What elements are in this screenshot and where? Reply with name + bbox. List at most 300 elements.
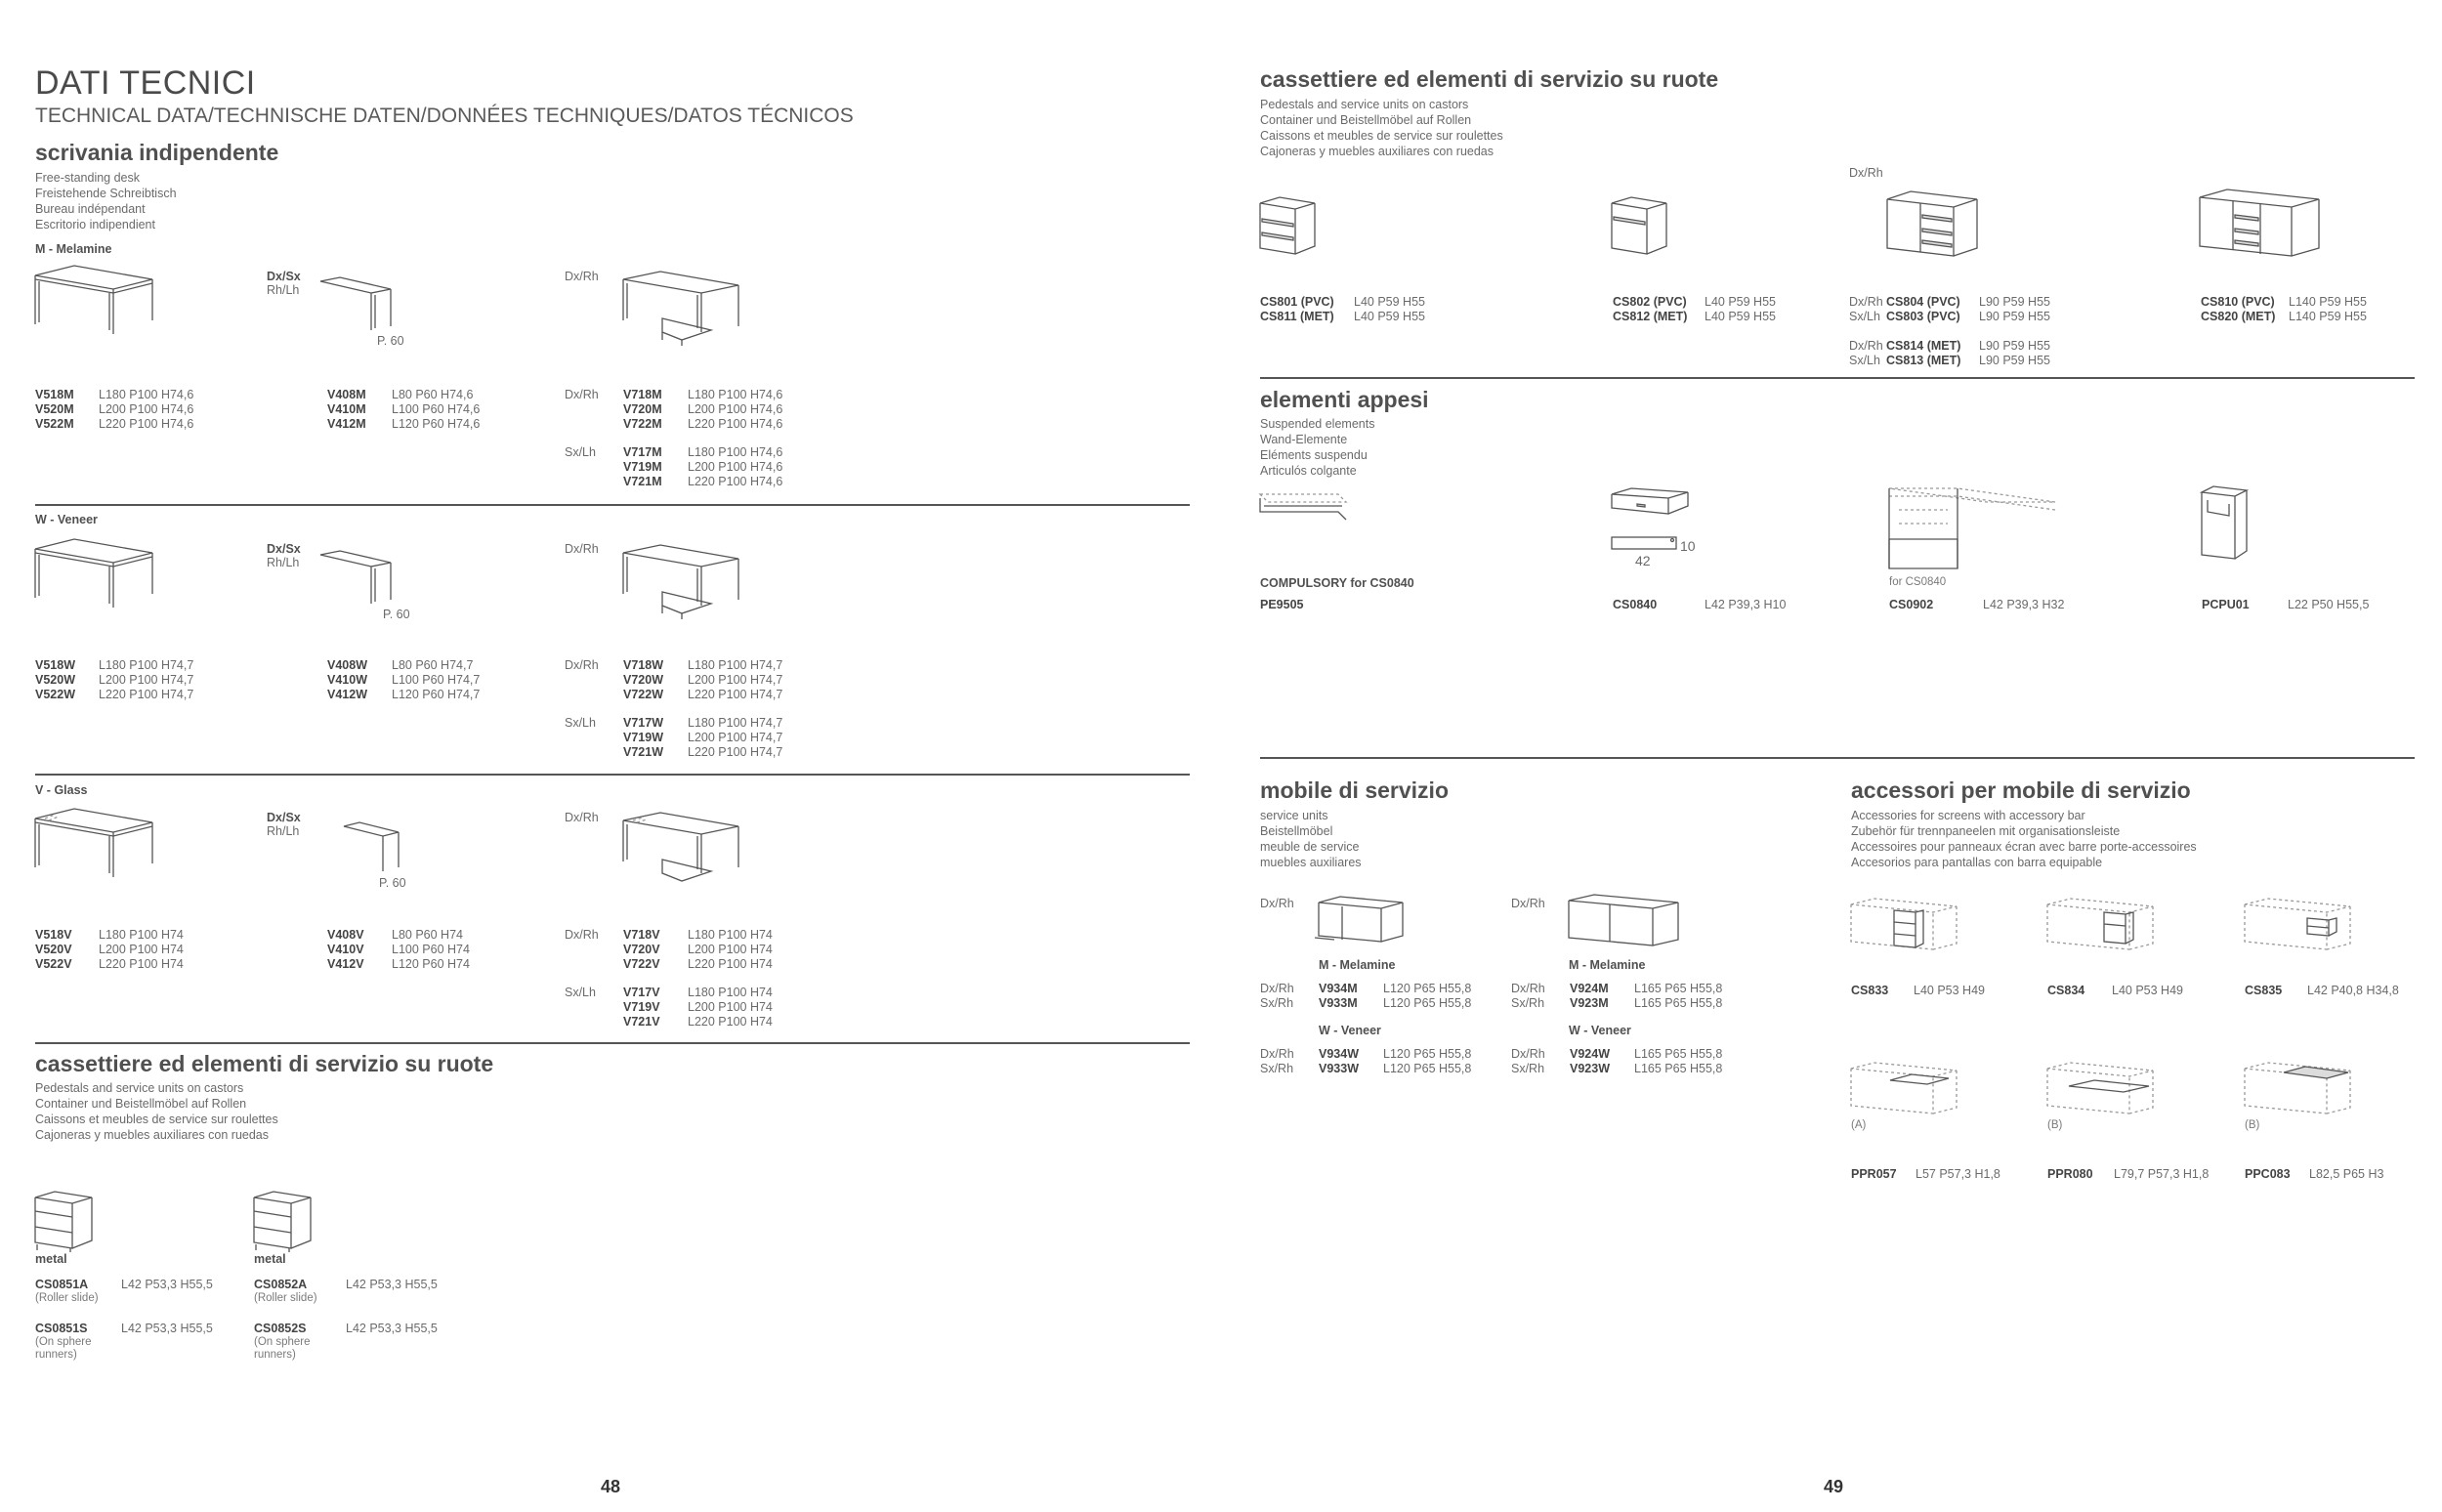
translation-en: Suspended elements xyxy=(1260,417,1375,431)
product-code: V718V xyxy=(623,928,660,942)
translation-fr: Caissons et meubles de service sur roulettes xyxy=(1260,129,1503,143)
product-dimensions: L220 P100 H74,6 xyxy=(688,475,783,488)
product-dimensions: L82,5 P65 H3 xyxy=(2309,1167,2384,1181)
veneer-label: W - Veneer xyxy=(1569,1024,1631,1037)
product-dimensions: L180 P100 H74,7 xyxy=(99,658,194,672)
melamine-label: M - Melamine xyxy=(1319,958,1396,972)
product-code: V412M xyxy=(327,417,366,431)
product-code: V722V xyxy=(623,957,660,971)
section-title-pedestals-right: cassettiere ed elementi di servizio su ruote xyxy=(1260,66,1719,92)
translation-fr: Bureau indépendant xyxy=(35,202,146,216)
service-cabinet-drawing xyxy=(2200,189,2322,260)
divider xyxy=(35,774,1190,776)
glass-desk-with-return-drawing xyxy=(623,813,745,891)
table-row xyxy=(327,943,470,957)
pedestal-s xyxy=(35,1322,213,1336)
service-cabinet-drawing xyxy=(1887,191,1980,260)
table-row xyxy=(1260,982,1471,996)
melamine-col2 xyxy=(327,388,480,432)
product-dimensions: L120 P60 H74 xyxy=(392,957,470,971)
desk-drawing xyxy=(35,266,157,334)
top-tag: (B) xyxy=(2047,1119,2063,1131)
product-code: V722M xyxy=(623,417,662,431)
product-code: V410W xyxy=(327,673,367,687)
product-dimensions: L100 P60 H74 xyxy=(392,943,470,956)
product-note: (On sphere runners) xyxy=(35,1336,92,1361)
table-row xyxy=(623,673,782,688)
service-unit-large-drawing xyxy=(1569,895,1681,953)
product-dimensions: L220 P100 H74,7 xyxy=(99,688,194,701)
translation-es: Cajoneras y muebles auxiliares con ruedas xyxy=(35,1128,270,1142)
page-number: 48 xyxy=(601,1477,621,1496)
sx-tag: Sx/Lh xyxy=(565,716,596,730)
product-dimensions: L80 P60 H74,7 xyxy=(392,658,474,672)
direction-tag: Sx/Lh xyxy=(1849,310,1880,323)
compulsory-label: COMPULSORY for CS0840 xyxy=(1260,576,1414,590)
table-row xyxy=(1849,295,2050,310)
table-row xyxy=(2245,984,2399,998)
product-code: CS0840 xyxy=(1613,598,1658,611)
service-left-w xyxy=(1260,1047,1471,1076)
table-row xyxy=(1849,310,2050,324)
product-code: V720M xyxy=(623,402,662,416)
product-dimensions: L90 P59 H55 xyxy=(1979,339,2050,353)
table-row xyxy=(327,928,470,943)
table-row xyxy=(327,658,480,673)
table-row xyxy=(623,688,782,702)
p60-label: P. 60 xyxy=(383,608,410,621)
product-code: V520M xyxy=(35,402,74,416)
product-code: V717M xyxy=(623,445,662,459)
product-dimensions: L220 P100 H74 xyxy=(99,957,184,971)
pcpu01 xyxy=(2202,598,2369,612)
melamine-label: M - Melamine xyxy=(1569,958,1646,972)
page-title: DATI TECNICI xyxy=(35,64,256,102)
product-code: CS0852S xyxy=(254,1322,307,1335)
product-code: V410V xyxy=(327,943,364,956)
page-subtitle: TECHNICAL DATA/TECHNISCHE DATEN/DONNÉES TECHNIQUES/DATOS TÉCNICOS xyxy=(35,105,854,127)
table-row xyxy=(1511,1062,1722,1076)
material-label: metal xyxy=(254,1252,286,1266)
product-code: CS802 (PVC) xyxy=(1613,295,1687,309)
table-row xyxy=(623,388,782,402)
glass-col1 xyxy=(35,928,184,972)
table-row xyxy=(327,688,480,702)
product-code: V518M xyxy=(35,388,74,401)
section-translations-service xyxy=(1260,808,1362,870)
product-code: V721M xyxy=(623,475,662,488)
product-code: V720W xyxy=(623,673,663,687)
glass-col3-sx xyxy=(623,986,773,1029)
desk-with-return-drawing xyxy=(623,545,745,623)
product-code: CS0852A xyxy=(254,1278,308,1291)
product-note: (Roller slide) xyxy=(254,1292,317,1304)
top-panel-drawing xyxy=(2047,1063,2155,1116)
pedestals-g2 xyxy=(1613,295,1776,324)
table-row xyxy=(623,745,782,760)
translation-de: Freistehende Schreibtisch xyxy=(35,187,177,200)
table-row xyxy=(623,1015,773,1029)
product-dimensions: L220 P100 H74,7 xyxy=(688,688,783,701)
product-dimensions: L180 P100 H74,6 xyxy=(688,445,783,459)
section-title-accessories: accessori per mobile di servizio xyxy=(1851,777,2191,803)
table-row xyxy=(623,658,782,673)
product-code: V522V xyxy=(35,957,72,971)
veneer-label: W - Veneer xyxy=(35,513,98,526)
melamine-col1 xyxy=(35,388,193,432)
table-row xyxy=(1851,984,1985,998)
service-left-m xyxy=(1260,982,1471,1011)
sx-tag: Sx/Lh xyxy=(565,445,596,459)
product-dimensions: L40 P59 H55 xyxy=(1354,295,1425,309)
product-code: CS811 (MET) xyxy=(1260,310,1334,323)
product-dimensions: L180 P100 H74 xyxy=(688,986,773,999)
translation-es: Escritorio indipendient xyxy=(35,218,155,231)
product-code: V934W xyxy=(1319,1047,1359,1061)
product-code: CS801 (PVC) xyxy=(1260,295,1334,309)
product-code: V933W xyxy=(1319,1062,1359,1075)
pedestal-drawing xyxy=(1260,197,1319,256)
veneer-col3-dx xyxy=(623,658,782,702)
top-panel-drawing xyxy=(2245,1063,2352,1116)
translation-fr: Caissons et meubles de service sur roulettes xyxy=(35,1113,278,1126)
product-dimensions: L90 P59 H55 xyxy=(1979,354,2050,367)
top-tag: (A) xyxy=(1851,1119,1867,1131)
direction-tag: Sx/Rh xyxy=(1511,996,1545,1010)
product-dimensions: L200 P100 H74,6 xyxy=(99,402,194,416)
table-row xyxy=(35,388,193,402)
table-row xyxy=(623,445,782,460)
product-dimensions: L40 P59 H55 xyxy=(1705,310,1776,323)
translation-de: Beistellmöbel xyxy=(1260,824,1333,838)
table-row xyxy=(623,716,782,731)
section-translations-hanging xyxy=(1260,416,1374,479)
product-dimensions: L220 P100 H74,6 xyxy=(688,417,783,431)
p60-label: P. 60 xyxy=(377,334,404,348)
desk-drawing xyxy=(35,539,157,608)
dxrh-head: Dx/Rh xyxy=(1849,166,1883,180)
pedestals-g1 xyxy=(1260,295,1425,324)
product-code: V719W xyxy=(623,731,663,744)
product-dimensions: L80 P60 H74,6 xyxy=(392,388,474,401)
product-dimensions: L180 P100 H74,7 xyxy=(688,658,783,672)
table-row xyxy=(2047,984,2183,998)
accessory-drawer-drawing xyxy=(1851,899,1958,952)
translation-fr: meuble de service xyxy=(1260,840,1360,854)
product-dimensions: L120 P60 H74,7 xyxy=(392,688,481,701)
product-dimensions: L200 P100 H74,6 xyxy=(688,402,783,416)
translation-de: Wand-Elemente xyxy=(1260,433,1348,446)
product-dimensions: L79,7 P57,3 H1,8 xyxy=(2114,1167,2210,1181)
product-dimensions: L42 P53,3 H55,5 xyxy=(121,1322,213,1335)
veneer-col1 xyxy=(35,658,193,702)
rail-drawing xyxy=(1260,488,1348,527)
table-row xyxy=(327,957,470,972)
product-code: V924M xyxy=(1570,982,1609,995)
pedestal-a xyxy=(35,1278,213,1292)
product-code: V518W xyxy=(35,658,75,672)
translation-es: muebles auxiliares xyxy=(1260,856,1362,869)
direction-tag: Dx/Rh xyxy=(1849,339,1883,353)
product-dimensions: L220 P100 H74,6 xyxy=(99,417,194,431)
product-code: V408V xyxy=(327,928,364,942)
divider xyxy=(1260,377,2415,379)
return-desk-drawing xyxy=(320,281,399,335)
product-code: V924W xyxy=(1570,1047,1610,1061)
melamine-col3-sx xyxy=(623,445,782,489)
product-code: CS835 xyxy=(2245,984,2283,997)
table-row xyxy=(1613,310,1776,324)
p60-label: P. 60 xyxy=(379,876,406,890)
direction-tag: Sx/Rh xyxy=(1511,1062,1545,1075)
product-dimensions: L165 P65 H55,8 xyxy=(1634,1047,1723,1061)
veneer-col2 xyxy=(327,658,480,702)
dxrh-head: Dx/Rh xyxy=(1511,897,1545,910)
accessory-drawer-drawing xyxy=(2245,899,2352,952)
table-row xyxy=(623,460,782,475)
product-code: CS810 (PVC) xyxy=(2201,295,2275,309)
product-code: PPR057 xyxy=(1851,1167,1897,1181)
product-dimensions: L200 P100 H74 xyxy=(688,943,773,956)
product-dimensions: L42 P40,8 H34,8 xyxy=(2307,984,2399,997)
table-row xyxy=(1613,295,1776,310)
dxsx-label: Dx/Sx Rh/Lh xyxy=(267,811,301,838)
accessory-cs835 xyxy=(2245,984,2399,998)
table-row xyxy=(623,417,782,432)
section-translations-desk xyxy=(35,170,177,232)
dimension-drawing xyxy=(1612,536,1680,552)
product-dimensions: L120 P65 H55,8 xyxy=(1383,1062,1472,1075)
dxrh-head: Dx/Rh xyxy=(565,811,599,824)
direction-tag: Dx/Rh xyxy=(1511,982,1545,995)
translation-en: Accessories for screens with accessory bar xyxy=(1851,809,2085,822)
product-note: (Roller slide) xyxy=(35,1292,99,1304)
table-row xyxy=(623,402,782,417)
product-dimensions: L140 P59 H55 xyxy=(2289,310,2367,323)
product-dimensions: L200 P100 H74 xyxy=(99,943,184,956)
table-row xyxy=(327,402,480,417)
table-row xyxy=(35,943,184,957)
table-row xyxy=(623,943,773,957)
product-dimensions: L57 P57,3 H1,8 xyxy=(1916,1167,2000,1181)
dxrh-head: Dx/Rh xyxy=(565,270,599,283)
translation-fr: Accessoires pour panneaux écran avec barre porte-accessoires xyxy=(1851,840,2197,854)
table-row xyxy=(327,388,480,402)
desk-with-return-drawing xyxy=(623,272,745,350)
product-code: CS820 (MET) xyxy=(2201,310,2276,323)
table-row xyxy=(35,928,184,943)
product-dimensions: L200 P100 H74,7 xyxy=(688,673,783,687)
product-code: V719M xyxy=(623,460,662,474)
product-code: CS812 (MET) xyxy=(1613,310,1688,323)
accessory-cs833 xyxy=(1851,984,1985,998)
product-code: PPC083 xyxy=(2245,1167,2291,1181)
section-title-hanging: elementi appesi xyxy=(1260,387,1429,412)
pedestals-g3a xyxy=(1849,295,2050,324)
section-title-pedestals: cassettiere ed elementi di servizio su ruote xyxy=(35,1051,494,1076)
section-title-service: mobile di servizio xyxy=(1260,777,1449,803)
dxsx-label: Dx/Sx Rh/Lh xyxy=(267,270,301,297)
translation-es: Accesorios para pantallas con barra equipable xyxy=(1851,856,2103,869)
product-dimensions: L165 P65 H55,8 xyxy=(1634,996,1723,1010)
product-code: V719V xyxy=(623,1000,660,1014)
material-label: metal xyxy=(35,1252,67,1266)
product-code: V410M xyxy=(327,402,366,416)
dx-tag: Dx/Rh xyxy=(565,928,599,942)
translation-es: Articulós colgante xyxy=(1260,464,1357,478)
shelf-frame-drawing xyxy=(1889,481,2065,578)
drawer-drawing xyxy=(1612,488,1690,523)
product-dimensions: L180 P100 H74,6 xyxy=(688,388,783,401)
table-row xyxy=(1511,982,1722,996)
melamine-col3-dx xyxy=(623,388,782,432)
pedestal-drawing xyxy=(1612,197,1670,256)
translation-es: Cajoneras y muebles auxiliares con ruedas xyxy=(1260,145,1495,158)
glass-desk-drawing xyxy=(35,809,157,877)
product-code: CS0851S xyxy=(35,1322,88,1335)
product-dimensions: L180 P100 H74 xyxy=(99,928,184,942)
return-desk-drawing xyxy=(320,555,399,609)
pedestal-s xyxy=(254,1322,438,1336)
dim-42: 42 xyxy=(1635,553,1651,568)
product-code: CS0851A xyxy=(35,1278,89,1291)
pedestal-drawing xyxy=(254,1192,313,1252)
product-code: V722W xyxy=(623,688,663,701)
product-code: V520W xyxy=(35,673,75,687)
accessory-ppc083 xyxy=(2245,1167,2383,1182)
table-row xyxy=(35,658,193,673)
product-code: V408M xyxy=(327,388,366,401)
section-translations-accessories xyxy=(1851,808,2197,870)
product-code: V412W xyxy=(327,688,367,701)
dxsx-label: Dx/Sx Rh/Lh xyxy=(267,542,301,569)
product-dimensions: L200 P100 H74 xyxy=(688,1000,773,1014)
product-dimensions: L180 P100 H74,6 xyxy=(99,388,194,401)
divider xyxy=(1260,757,2415,759)
product-dimensions: L42 P53,3 H55,5 xyxy=(346,1322,438,1335)
table-row xyxy=(1849,339,2050,354)
product-dimensions: L140 P59 H55 xyxy=(2289,295,2367,309)
product-dimensions: L120 P65 H55,8 xyxy=(1383,996,1472,1010)
product-code: V718M xyxy=(623,388,662,401)
table-row xyxy=(2201,310,2367,324)
panel-unit-drawing xyxy=(2202,486,2251,560)
translation-en: service units xyxy=(1260,809,1328,822)
veneer-col3-sx xyxy=(623,716,782,760)
table-row xyxy=(1851,1167,2000,1182)
product-dimensions: L220 P100 H74 xyxy=(688,1015,773,1029)
table-row xyxy=(35,957,184,972)
table-row xyxy=(35,688,193,702)
translation-de: Container und Beistellmöbel auf Rollen xyxy=(35,1097,247,1111)
product-dimensions: L200 P100 H74,6 xyxy=(688,460,783,474)
translation-en: Pedestals and service units on castors xyxy=(35,1081,244,1095)
sx-tag: Sx/Lh xyxy=(565,986,596,999)
pedestal-a xyxy=(254,1278,438,1292)
product-dimensions: L40 P53 H49 xyxy=(1914,984,1985,997)
product-dimensions: L42 P53,3 H55,5 xyxy=(346,1278,438,1291)
service-right-w xyxy=(1511,1047,1722,1076)
product-code: V412V xyxy=(327,957,364,971)
top-panel-drawing xyxy=(1851,1063,1958,1116)
product-code: CS834 xyxy=(2047,984,2085,997)
for-cs0840: for CS0840 xyxy=(1889,576,1947,588)
table-row xyxy=(1511,996,1722,1011)
product-dimensions: L42 P39,3 H32 xyxy=(1983,598,2065,611)
product-code: V721V xyxy=(623,1015,660,1029)
product-code: PCPU01 xyxy=(2202,598,2250,611)
product-code: CS803 (PVC) xyxy=(1886,310,1960,323)
table-row xyxy=(623,986,773,1000)
product-dimensions: L165 P65 H55,8 xyxy=(1634,1062,1723,1075)
cs0902 xyxy=(1889,598,2064,612)
glass-label: V - Glass xyxy=(35,783,88,797)
table-row xyxy=(623,475,782,489)
translation-de: Container und Beistellmöbel auf Rollen xyxy=(1260,113,1472,127)
table-row xyxy=(1260,996,1471,1011)
product-dimensions: L42 P53,3 H55,5 xyxy=(121,1278,213,1291)
product-dimensions: L40 P59 H55 xyxy=(1705,295,1776,309)
table-row xyxy=(35,417,193,432)
accessory-ppr057 xyxy=(1851,1167,2000,1182)
pedestals-g3b xyxy=(1849,339,2050,368)
direction-tag: Dx/Rh xyxy=(1260,982,1294,995)
divider xyxy=(35,1042,1190,1044)
table-row xyxy=(623,1000,773,1015)
product-code: PE9505 xyxy=(1260,598,1304,611)
section-title-desk: scrivania indipendente xyxy=(35,140,279,165)
product-code: CS0902 xyxy=(1889,598,1934,611)
dim-10: 10 xyxy=(1680,538,1696,554)
service-unit-drawing xyxy=(1319,897,1407,950)
service-right-m xyxy=(1511,982,1722,1011)
direction-tag: Sx/Rh xyxy=(1260,1062,1294,1075)
product-code: V522M xyxy=(35,417,74,431)
table-row xyxy=(623,928,773,943)
product-dimensions: L120 P65 H55,8 xyxy=(1383,1047,1472,1061)
product-code: CS813 (MET) xyxy=(1886,354,1961,367)
direction-tag: Sx/Rh xyxy=(1260,996,1294,1010)
accessory-drawer-drawing xyxy=(2047,899,2155,952)
dx-tag: Dx/Rh xyxy=(565,658,599,672)
product-dimensions: L90 P59 H55 xyxy=(1979,310,2050,323)
product-code: V933M xyxy=(1319,996,1358,1010)
table-row xyxy=(1260,1062,1471,1076)
dx-tag: Dx/Rh xyxy=(565,388,599,401)
direction-tag: Dx/Rh xyxy=(1511,1047,1545,1061)
product-code: V408W xyxy=(327,658,367,672)
translation-en: Free-standing desk xyxy=(35,171,141,185)
table-row xyxy=(1511,1047,1722,1062)
table-row xyxy=(623,957,773,972)
accessory-ppr080 xyxy=(2047,1167,2209,1182)
product-dimensions: L120 P60 H74,6 xyxy=(392,417,481,431)
product-dimensions: L120 P65 H55,8 xyxy=(1383,982,1472,995)
page-number: 49 xyxy=(1824,1477,1844,1496)
glass-col3-dx xyxy=(623,928,773,972)
product-code: V520V xyxy=(35,943,72,956)
table-row xyxy=(623,731,782,745)
pe9505 xyxy=(1260,598,1303,612)
table-row xyxy=(2201,295,2367,310)
table-row xyxy=(1260,295,1425,310)
product-code: V718W xyxy=(623,658,663,672)
table-row xyxy=(327,673,480,688)
product-dimensions: L90 P59 H55 xyxy=(1979,295,2050,309)
product-dimensions: L22 P50 H55,5 xyxy=(2288,598,2370,611)
product-dimensions: L200 P100 H74,7 xyxy=(688,731,783,744)
table-row xyxy=(2047,1167,2209,1182)
